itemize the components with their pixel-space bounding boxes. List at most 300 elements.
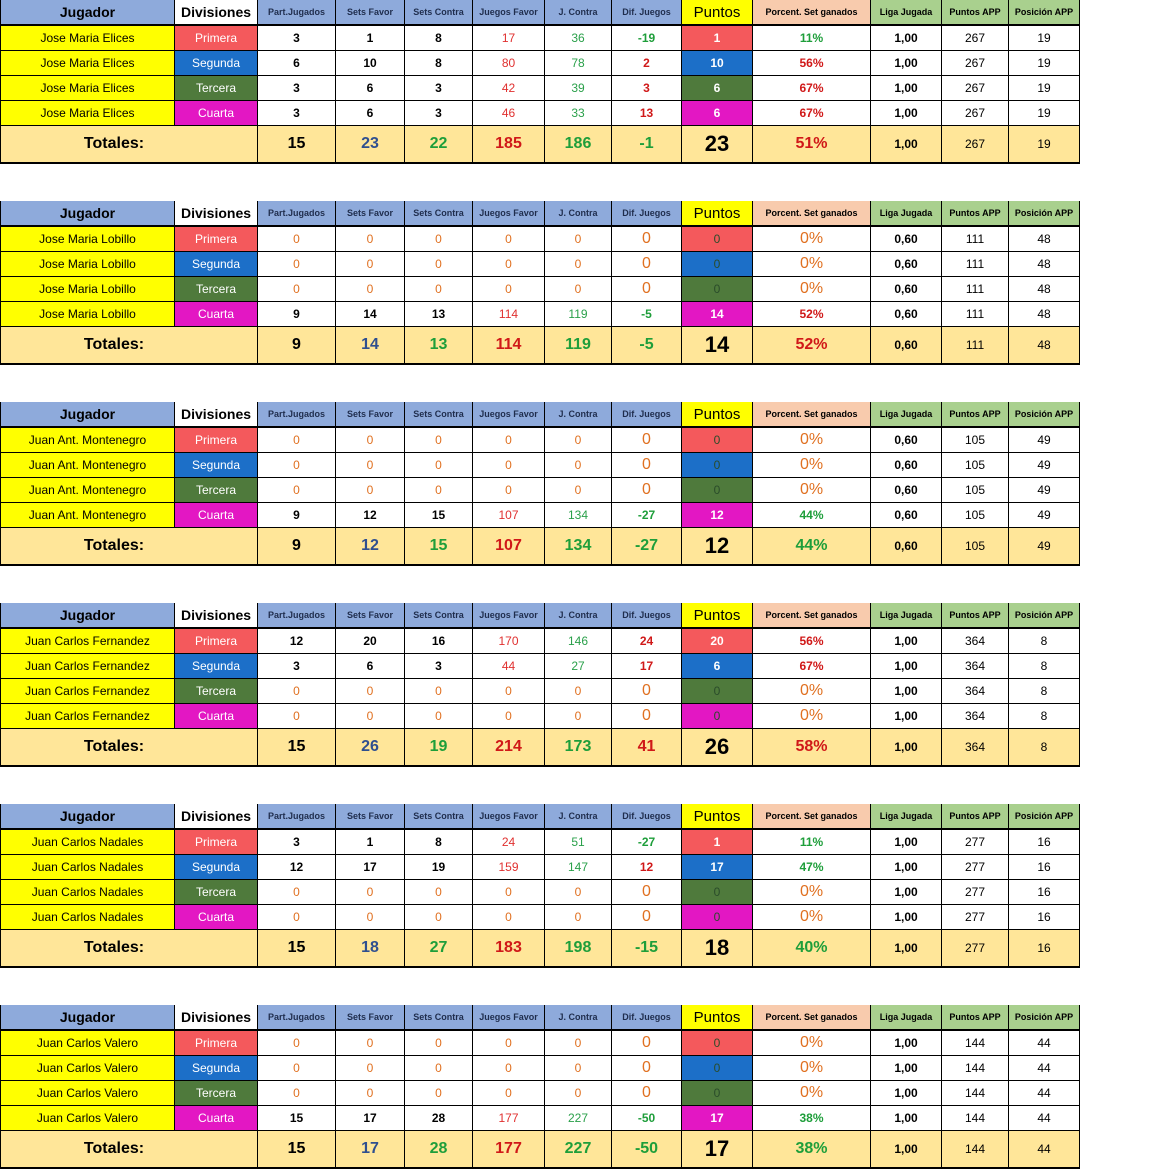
player-name: Juan Carlos Fernandez	[1, 704, 175, 729]
header-jugador: Jugador	[1, 0, 175, 25]
header-row	[1, 201, 1080, 226]
posicion-app-value: 8	[1009, 654, 1080, 679]
header-sets-favor: Sets Favor	[336, 1005, 405, 1030]
header-divisiones: Divisiones	[175, 804, 258, 829]
juegos-favor-value: 0	[473, 252, 545, 277]
total-posicion-app: 44	[1009, 1131, 1080, 1169]
puntos-value: 6	[682, 76, 753, 101]
division-label: Primera	[175, 427, 258, 453]
porcent-value: 0%	[753, 1056, 871, 1081]
division-label: Primera	[175, 226, 258, 252]
division-label: Tercera	[175, 679, 258, 704]
posicion-app-value: 44	[1009, 1056, 1080, 1081]
header-j-contra: J. Contra	[545, 1005, 612, 1030]
sets-favor-value: 17	[336, 1106, 405, 1131]
part-jugados-value: 0	[258, 880, 336, 905]
header-part-jugados: Part.Jugados	[258, 1005, 336, 1030]
j-contra-value: 27	[545, 654, 612, 679]
header-dif-juegos: Dif. Juegos	[612, 201, 682, 226]
header-liga: Liga Jugada	[871, 804, 942, 829]
sets-favor-value: 20	[336, 628, 405, 654]
puntos-value: 0	[682, 704, 753, 729]
header-liga: Liga Jugada	[871, 0, 942, 25]
total-puntos: 23	[682, 126, 753, 164]
total-sets-contra: 13	[405, 327, 473, 365]
j-contra-value: 78	[545, 51, 612, 76]
dif-juegos-value: 17	[612, 654, 682, 679]
liga-jugada-value: 1,00	[871, 829, 942, 855]
porcent-value: 0%	[753, 453, 871, 478]
total-part-jugados: 15	[258, 729, 336, 767]
liga-jugada-value: 1,00	[871, 76, 942, 101]
sets-favor-value: 14	[336, 302, 405, 327]
header-sets-favor: Sets Favor	[336, 603, 405, 628]
puntos-value: 20	[682, 628, 753, 654]
table-row	[1, 226, 1080, 252]
posicion-app-value: 16	[1009, 855, 1080, 880]
header-divisiones: Divisiones	[175, 603, 258, 628]
sets-contra-value: 0	[405, 1030, 473, 1056]
table-row	[1, 252, 1080, 277]
total-j-contra: 134	[545, 528, 612, 566]
table-row	[1, 654, 1080, 679]
dif-juegos-value: 3	[612, 76, 682, 101]
dif-juegos-value: 12	[612, 855, 682, 880]
sets-contra-value: 8	[405, 25, 473, 51]
dif-juegos-value: -19	[612, 25, 682, 51]
j-contra-value: 0	[545, 1030, 612, 1056]
puntos-value: 1	[682, 829, 753, 855]
header-juegos-favor: Juegos Favor	[473, 1005, 545, 1030]
header-part-jugados: Part.Jugados	[258, 201, 336, 226]
posicion-app-value: 19	[1009, 25, 1080, 51]
header-part-jugados: Part.Jugados	[258, 402, 336, 427]
dif-juegos-value: 0	[612, 427, 682, 453]
table-row	[1, 1081, 1080, 1106]
header-jugador: Jugador	[1, 603, 175, 628]
totals-row	[1, 729, 1080, 767]
header-row	[1, 0, 1080, 25]
liga-jugada-value: 0,60	[871, 478, 942, 503]
total-part-jugados: 9	[258, 327, 336, 365]
sets-contra-value: 0	[405, 226, 473, 252]
header-j-contra: J. Contra	[545, 804, 612, 829]
sets-contra-value: 0	[405, 704, 473, 729]
puntos-app-value: 277	[942, 855, 1009, 880]
header-part-jugados: Part.Jugados	[258, 0, 336, 25]
totals-row	[1, 1131, 1080, 1169]
sets-contra-value: 8	[405, 829, 473, 855]
sets-contra-value: 0	[405, 252, 473, 277]
header-row	[1, 603, 1080, 628]
division-label: Cuarta	[175, 1106, 258, 1131]
total-porcent: 51%	[753, 126, 871, 164]
header-puntos-app: Puntos APP	[942, 402, 1009, 427]
player-stats-table	[0, 0, 1080, 164]
juegos-favor-value: 0	[473, 1030, 545, 1056]
division-label: Cuarta	[175, 905, 258, 930]
player-name: Jose Maria Lobillo	[1, 302, 175, 327]
juegos-favor-value: 159	[473, 855, 545, 880]
total-puntos-app: 267	[942, 126, 1009, 164]
sets-favor-value: 0	[336, 277, 405, 302]
j-contra-value: 0	[545, 277, 612, 302]
puntos-app-value: 267	[942, 25, 1009, 51]
porcent-value: 0%	[753, 880, 871, 905]
player-name: Juan Carlos Nadales	[1, 880, 175, 905]
dif-juegos-value: 0	[612, 704, 682, 729]
header-row	[1, 1005, 1080, 1030]
porcent-value: 0%	[753, 226, 871, 252]
posicion-app-value: 44	[1009, 1081, 1080, 1106]
total-puntos-app: 277	[942, 930, 1009, 968]
dif-juegos-value: 0	[612, 226, 682, 252]
header-jugador: Jugador	[1, 402, 175, 427]
part-jugados-value: 12	[258, 855, 336, 880]
liga-jugada-value: 0,60	[871, 453, 942, 478]
dif-juegos-value: 0	[612, 1056, 682, 1081]
header-divisiones: Divisiones	[175, 402, 258, 427]
porcent-value: 67%	[753, 654, 871, 679]
header-posicion-app: Posición APP	[1009, 402, 1080, 427]
posicion-app-value: 8	[1009, 679, 1080, 704]
table-row	[1, 1056, 1080, 1081]
juegos-favor-value: 0	[473, 277, 545, 302]
table-row	[1, 855, 1080, 880]
liga-jugada-value: 1,00	[871, 1081, 942, 1106]
header-dif-juegos: Dif. Juegos	[612, 603, 682, 628]
total-dif-juegos: -50	[612, 1131, 682, 1169]
total-sets-favor: 12	[336, 528, 405, 566]
total-dif-juegos: -27	[612, 528, 682, 566]
sets-favor-value: 6	[336, 101, 405, 126]
liga-jugada-value: 1,00	[871, 1056, 942, 1081]
liga-jugada-value: 1,00	[871, 1030, 942, 1056]
division-label: Cuarta	[175, 503, 258, 528]
juegos-favor-value: 0	[473, 679, 545, 704]
total-puntos: 14	[682, 327, 753, 365]
total-juegos-favor: 107	[473, 528, 545, 566]
sets-favor-value: 0	[336, 1030, 405, 1056]
puntos-app-value: 364	[942, 679, 1009, 704]
table-row	[1, 704, 1080, 729]
totals-label: Totales:	[1, 126, 258, 164]
table-row	[1, 427, 1080, 453]
total-sets-contra: 15	[405, 528, 473, 566]
table-row	[1, 679, 1080, 704]
puntos-app-value: 364	[942, 704, 1009, 729]
puntos-value: 17	[682, 855, 753, 880]
table-row	[1, 51, 1080, 76]
player-name: Jose Maria Lobillo	[1, 277, 175, 302]
total-dif-juegos: -5	[612, 327, 682, 365]
j-contra-value: 147	[545, 855, 612, 880]
liga-jugada-value: 1,00	[871, 101, 942, 126]
division-label: Cuarta	[175, 101, 258, 126]
part-jugados-value: 0	[258, 252, 336, 277]
j-contra-value: 227	[545, 1106, 612, 1131]
liga-jugada-value: 1,00	[871, 1106, 942, 1131]
total-liga-jugada: 0,60	[871, 327, 942, 365]
player-name: Juan Carlos Fernandez	[1, 628, 175, 654]
liga-jugada-value: 1,00	[871, 704, 942, 729]
part-jugados-value: 0	[258, 1056, 336, 1081]
porcent-value: 0%	[753, 905, 871, 930]
player-name: Juan Carlos Fernandez	[1, 654, 175, 679]
puntos-app-value: 267	[942, 76, 1009, 101]
porcent-value: 56%	[753, 51, 871, 76]
totals-label: Totales:	[1, 930, 258, 968]
header-posicion-app: Posición APP	[1009, 201, 1080, 226]
total-sets-favor: 18	[336, 930, 405, 968]
juegos-favor-value: 17	[473, 25, 545, 51]
totals-row	[1, 327, 1080, 365]
total-puntos: 18	[682, 930, 753, 968]
total-sets-contra: 28	[405, 1131, 473, 1169]
totals-label: Totales:	[1, 729, 258, 767]
j-contra-value: 0	[545, 880, 612, 905]
dif-juegos-value: -50	[612, 1106, 682, 1131]
porcent-value: 0%	[753, 478, 871, 503]
juegos-favor-value: 0	[473, 1056, 545, 1081]
division-label: Primera	[175, 1030, 258, 1056]
posicion-app-value: 19	[1009, 76, 1080, 101]
sets-contra-value: 0	[405, 905, 473, 930]
total-posicion-app: 49	[1009, 528, 1080, 566]
total-juegos-favor: 185	[473, 126, 545, 164]
header-liga: Liga Jugada	[871, 603, 942, 628]
puntos-value: 14	[682, 302, 753, 327]
player-name: Jose Maria Lobillo	[1, 226, 175, 252]
sets-contra-value: 0	[405, 427, 473, 453]
puntos-value: 0	[682, 453, 753, 478]
j-contra-value: 119	[545, 302, 612, 327]
header-juegos-favor: Juegos Favor	[473, 804, 545, 829]
j-contra-value: 0	[545, 478, 612, 503]
total-puntos-app: 105	[942, 528, 1009, 566]
total-porcent: 40%	[753, 930, 871, 968]
total-posicion-app: 19	[1009, 126, 1080, 164]
total-porcent: 38%	[753, 1131, 871, 1169]
dif-juegos-value: 0	[612, 880, 682, 905]
sets-contra-value: 3	[405, 654, 473, 679]
j-contra-value: 0	[545, 427, 612, 453]
total-j-contra: 227	[545, 1131, 612, 1169]
division-label: Tercera	[175, 1081, 258, 1106]
porcent-value: 56%	[753, 628, 871, 654]
juegos-favor-value: 0	[473, 880, 545, 905]
puntos-value: 17	[682, 1106, 753, 1131]
puntos-app-value: 105	[942, 427, 1009, 453]
puntos-app-value: 111	[942, 302, 1009, 327]
puntos-value: 0	[682, 478, 753, 503]
porcent-value: 47%	[753, 855, 871, 880]
sets-contra-value: 15	[405, 503, 473, 528]
header-dif-juegos: Dif. Juegos	[612, 1005, 682, 1030]
posicion-app-value: 49	[1009, 503, 1080, 528]
puntos-value: 0	[682, 905, 753, 930]
porcent-value: 52%	[753, 302, 871, 327]
division-label: Tercera	[175, 76, 258, 101]
sets-contra-value: 16	[405, 628, 473, 654]
dif-juegos-value: -27	[612, 829, 682, 855]
juegos-favor-value: 0	[473, 905, 545, 930]
juegos-favor-value: 114	[473, 302, 545, 327]
header-part-jugados: Part.Jugados	[258, 804, 336, 829]
header-porcent: Porcent. Set ganados	[753, 1005, 871, 1030]
juegos-favor-value: 80	[473, 51, 545, 76]
dif-juegos-value: 0	[612, 1030, 682, 1056]
j-contra-value: 0	[545, 679, 612, 704]
division-label: Segunda	[175, 252, 258, 277]
posicion-app-value: 48	[1009, 302, 1080, 327]
part-jugados-value: 6	[258, 51, 336, 76]
player-name: Juan Ant. Montenegro	[1, 427, 175, 453]
player-name: Juan Carlos Valero	[1, 1030, 175, 1056]
total-sets-contra: 22	[405, 126, 473, 164]
total-juegos-favor: 214	[473, 729, 545, 767]
header-row	[1, 804, 1080, 829]
liga-jugada-value: 1,00	[871, 654, 942, 679]
total-sets-favor: 14	[336, 327, 405, 365]
header-puntos: Puntos	[682, 603, 753, 628]
total-liga-jugada: 1,00	[871, 126, 942, 164]
header-puntos: Puntos	[682, 804, 753, 829]
j-contra-value: 0	[545, 1056, 612, 1081]
part-jugados-value: 12	[258, 628, 336, 654]
posicion-app-value: 44	[1009, 1030, 1080, 1056]
dif-juegos-value: -5	[612, 302, 682, 327]
part-jugados-value: 0	[258, 1030, 336, 1056]
total-puntos-app: 111	[942, 327, 1009, 365]
header-divisiones: Divisiones	[175, 201, 258, 226]
puntos-app-value: 144	[942, 1030, 1009, 1056]
part-jugados-value: 0	[258, 453, 336, 478]
player-name: Juan Carlos Nadales	[1, 829, 175, 855]
porcent-value: 0%	[753, 1030, 871, 1056]
sets-favor-value: 0	[336, 905, 405, 930]
part-jugados-value: 0	[258, 277, 336, 302]
header-juegos-favor: Juegos Favor	[473, 603, 545, 628]
total-sets-contra: 27	[405, 930, 473, 968]
total-puntos-app: 364	[942, 729, 1009, 767]
total-j-contra: 186	[545, 126, 612, 164]
header-liga: Liga Jugada	[871, 402, 942, 427]
header-puntos-app: Puntos APP	[942, 0, 1009, 25]
posicion-app-value: 44	[1009, 1106, 1080, 1131]
totals-label: Totales:	[1, 528, 258, 566]
sets-favor-value: 0	[336, 226, 405, 252]
total-puntos-app: 144	[942, 1131, 1009, 1169]
header-posicion-app: Posición APP	[1009, 1005, 1080, 1030]
part-jugados-value: 0	[258, 226, 336, 252]
liga-jugada-value: 0,60	[871, 302, 942, 327]
total-posicion-app: 16	[1009, 930, 1080, 968]
header-juegos-favor: Juegos Favor	[473, 402, 545, 427]
player-name: Jose Maria Elices	[1, 76, 175, 101]
posicion-app-value: 16	[1009, 829, 1080, 855]
total-j-contra: 119	[545, 327, 612, 365]
dif-juegos-value: 0	[612, 905, 682, 930]
porcent-value: 0%	[753, 277, 871, 302]
total-sets-contra: 19	[405, 729, 473, 767]
header-sets-contra: Sets Contra	[405, 1005, 473, 1030]
totals-row	[1, 126, 1080, 164]
puntos-app-value: 277	[942, 905, 1009, 930]
j-contra-value: 134	[545, 503, 612, 528]
table-row	[1, 453, 1080, 478]
totals-label: Totales:	[1, 1131, 258, 1169]
sets-contra-value: 0	[405, 277, 473, 302]
sets-favor-value: 10	[336, 51, 405, 76]
dif-juegos-value: 2	[612, 51, 682, 76]
posicion-app-value: 49	[1009, 453, 1080, 478]
puntos-value: 0	[682, 427, 753, 453]
juegos-favor-value: 0	[473, 478, 545, 503]
total-puntos: 12	[682, 528, 753, 566]
header-jugador: Jugador	[1, 804, 175, 829]
total-posicion-app: 8	[1009, 729, 1080, 767]
dif-juegos-value: 24	[612, 628, 682, 654]
puntos-app-value: 267	[942, 101, 1009, 126]
header-dif-juegos: Dif. Juegos	[612, 402, 682, 427]
total-dif-juegos: -1	[612, 126, 682, 164]
porcent-value: 44%	[753, 503, 871, 528]
j-contra-value: 0	[545, 226, 612, 252]
sets-favor-value: 1	[336, 829, 405, 855]
header-puntos-app: Puntos APP	[942, 1005, 1009, 1030]
puntos-value: 0	[682, 226, 753, 252]
sets-contra-value: 0	[405, 1081, 473, 1106]
table-row	[1, 503, 1080, 528]
liga-jugada-value: 1,00	[871, 628, 942, 654]
header-liga: Liga Jugada	[871, 1005, 942, 1030]
part-jugados-value: 3	[258, 654, 336, 679]
division-label: Primera	[175, 25, 258, 51]
player-stats-table	[0, 402, 1080, 566]
liga-jugada-value: 1,00	[871, 51, 942, 76]
sets-favor-value: 0	[336, 679, 405, 704]
sets-favor-value: 1	[336, 25, 405, 51]
sets-contra-value: 8	[405, 51, 473, 76]
header-juegos-favor: Juegos Favor	[473, 201, 545, 226]
header-porcent: Porcent. Set ganados	[753, 0, 871, 25]
j-contra-value: 0	[545, 1081, 612, 1106]
puntos-value: 6	[682, 101, 753, 126]
juegos-favor-value: 0	[473, 1081, 545, 1106]
header-j-contra: J. Contra	[545, 603, 612, 628]
sets-contra-value: 3	[405, 76, 473, 101]
total-puntos: 26	[682, 729, 753, 767]
header-j-contra: J. Contra	[545, 402, 612, 427]
porcent-value: 0%	[753, 427, 871, 453]
header-sets-favor: Sets Favor	[336, 201, 405, 226]
header-part-jugados: Part.Jugados	[258, 603, 336, 628]
header-jugador: Jugador	[1, 1005, 175, 1030]
part-jugados-value: 9	[258, 302, 336, 327]
header-posicion-app: Posición APP	[1009, 603, 1080, 628]
total-part-jugados: 15	[258, 930, 336, 968]
player-stats-table	[0, 1005, 1080, 1169]
sets-favor-value: 0	[336, 704, 405, 729]
puntos-app-value: 277	[942, 880, 1009, 905]
posicion-app-value: 49	[1009, 478, 1080, 503]
juegos-favor-value: 107	[473, 503, 545, 528]
table-row	[1, 25, 1080, 51]
dif-juegos-value: -27	[612, 503, 682, 528]
sets-contra-value: 3	[405, 101, 473, 126]
liga-jugada-value: 1,00	[871, 855, 942, 880]
